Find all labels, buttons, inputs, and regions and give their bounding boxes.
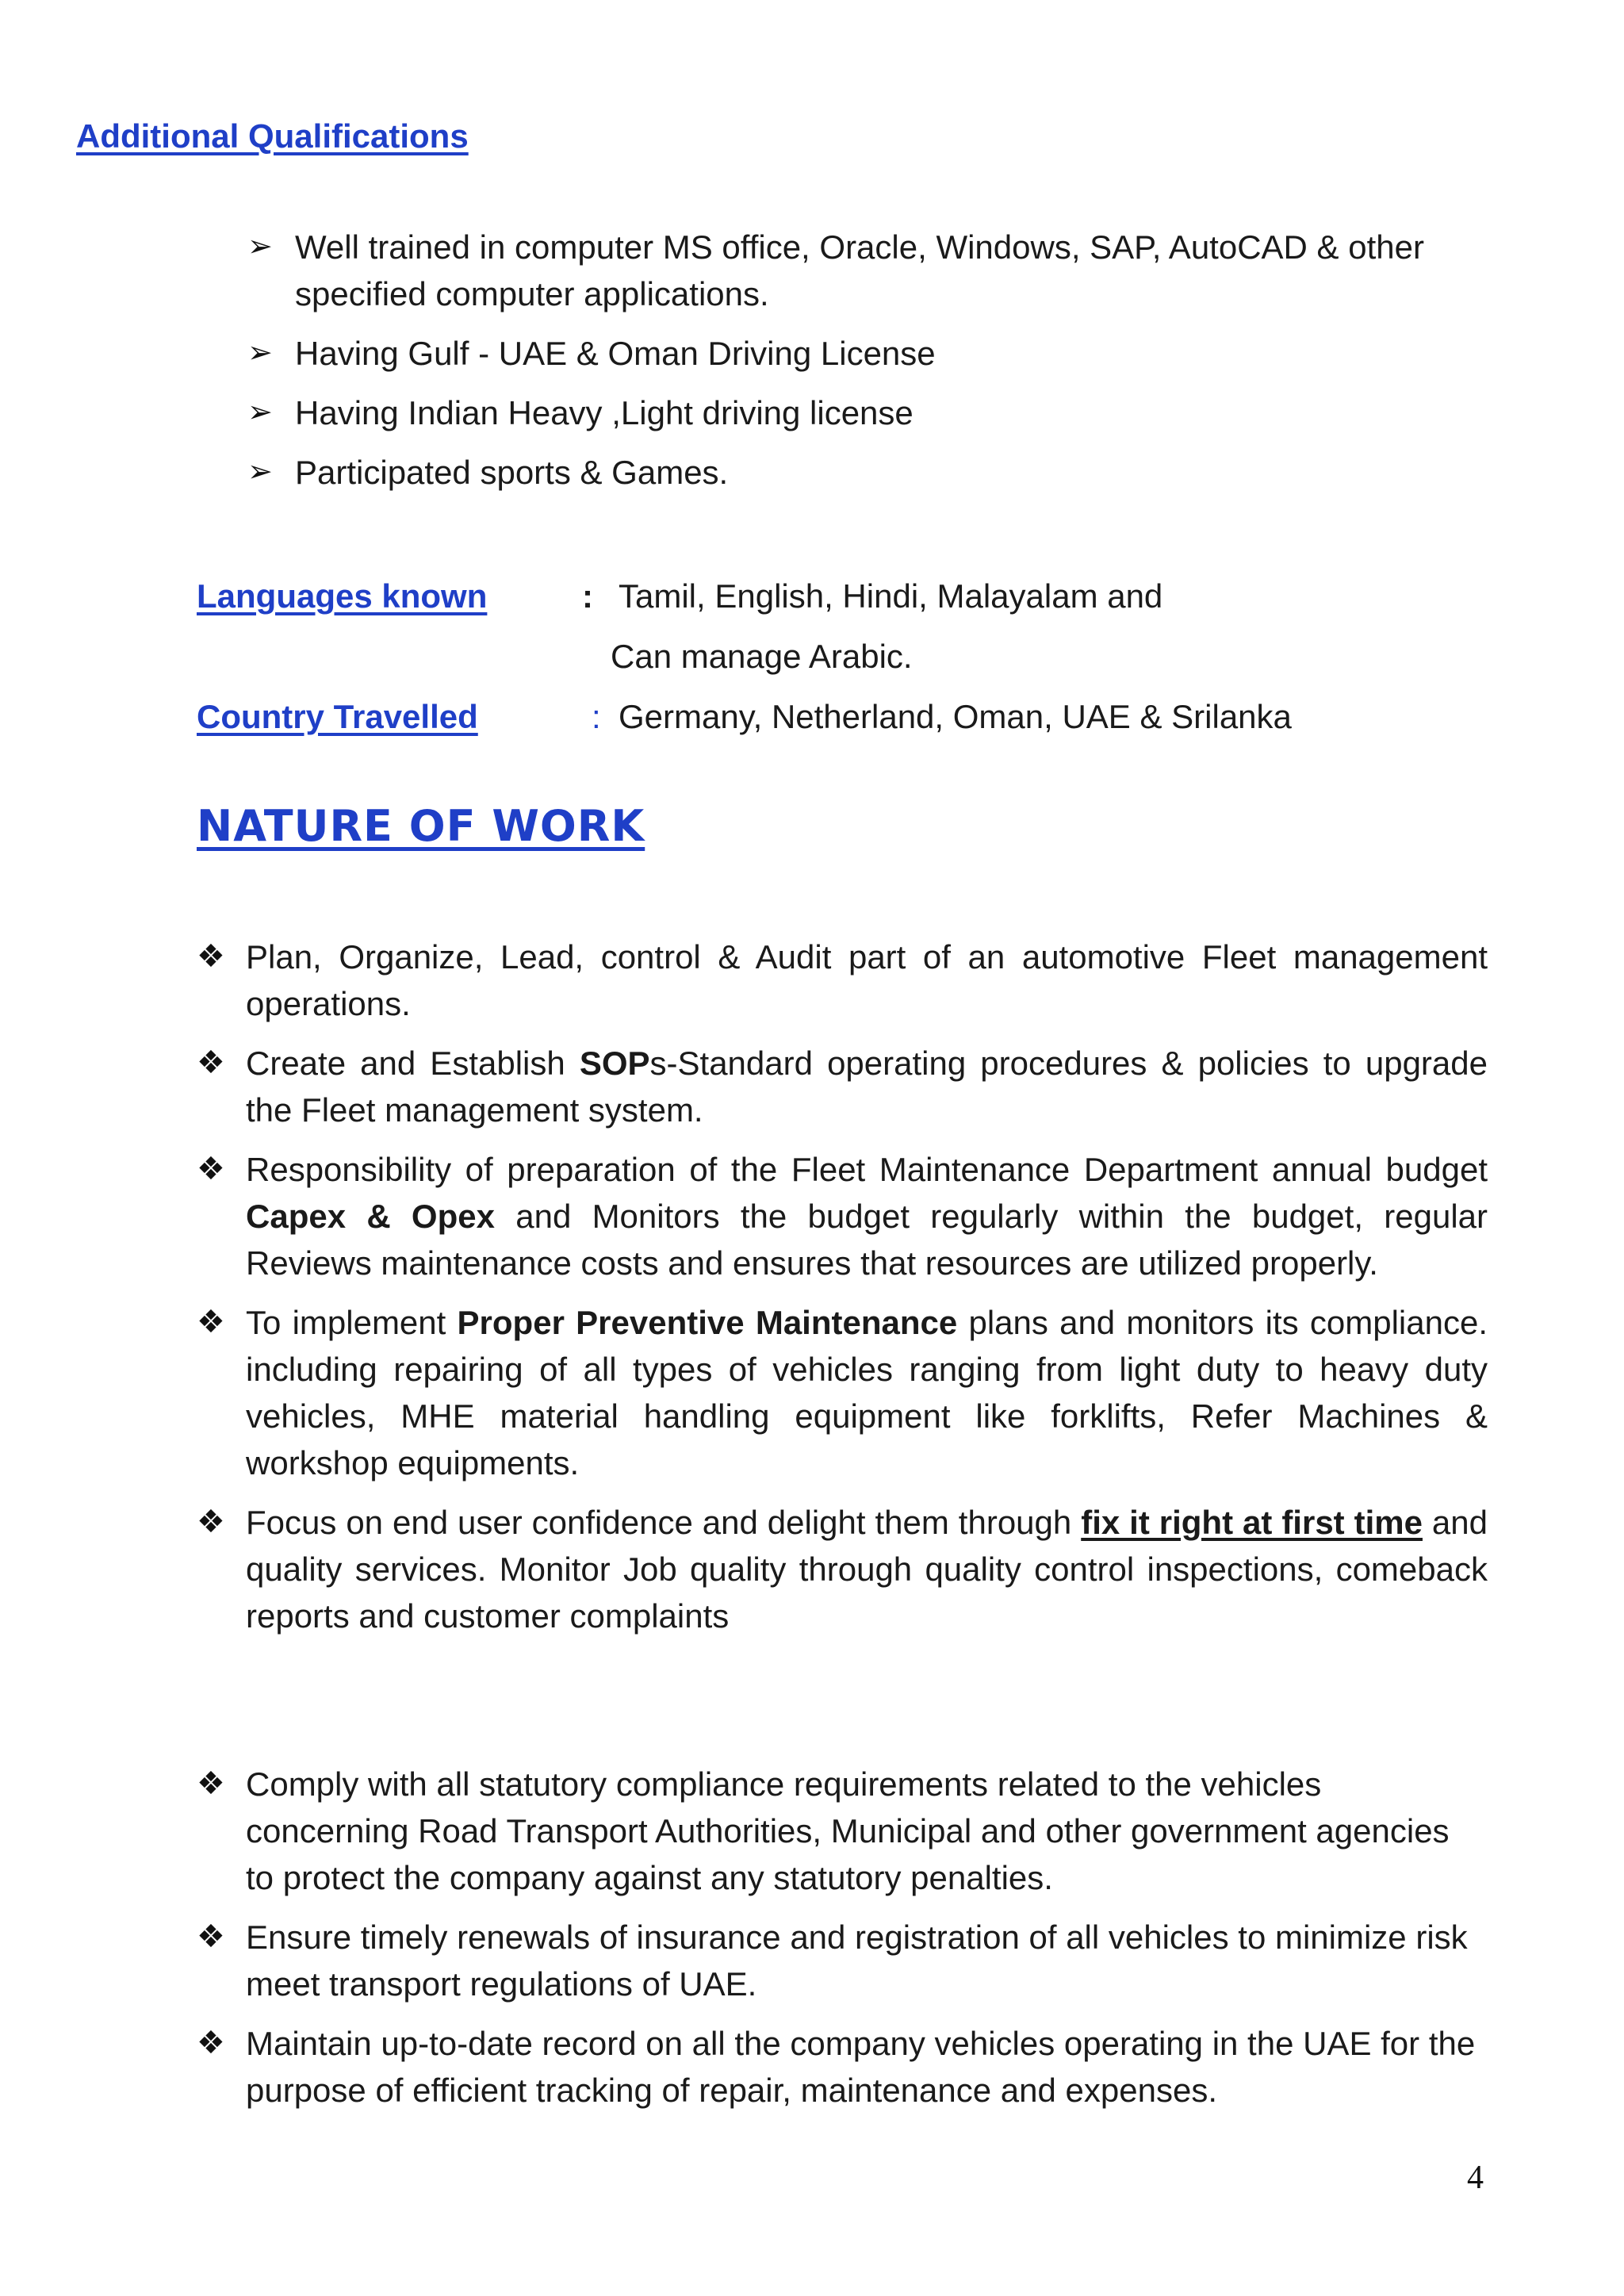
arrow-bullet-icon: ➢	[247, 230, 273, 263]
list-item: ➢ Having Indian Heavy ,Light driving license	[247, 389, 1484, 436]
diamond-bullet-icon: ❖	[197, 1152, 225, 1186]
country-colon: :	[592, 698, 601, 735]
list-item: ❖ Comply with all statutory compliance requirements related to the vehicles concerning Road Transport Authorities, Municipal and other government agencies to protect the company against any statutory penalties.	[197, 1761, 1481, 1901]
list-item: ❖ To implement Proper Preventive Maintenance plans and monitors its compliance. including repairing of all types of vehicles ranging from light duty to heavy duty vehicles, MHE material handling equipment like forklifts, Refer Machines & workshop equipments.	[197, 1299, 1488, 1486]
arrow-bullet-icon: ➢	[247, 396, 273, 429]
list-item: ❖ Focus on end user confidence and delight them through fix it right at first time and quality services. Monitor Job quality through quality control inspections, comeback reports and customer complaints	[197, 1499, 1488, 1639]
nature-of-work-heading: NATURE OF WORK	[197, 801, 645, 851]
nature-of-work-list	[197, 933, 1488, 1652]
arrow-bullet-icon: ➢	[247, 336, 273, 370]
list-item: ➢ Participated sports & Games.	[247, 449, 1484, 496]
diamond-bullet-icon: ❖	[197, 939, 225, 974]
languages-value-line2: Can manage Arabic.	[611, 638, 913, 675]
diamond-bullet-icon: ❖	[197, 1045, 225, 1080]
arrow-bullet-icon: ➢	[247, 455, 273, 489]
page-number: 4	[1467, 2160, 1484, 2196]
diamond-bullet-icon: ❖	[197, 1504, 225, 1539]
additional-qualifications-heading: Additional Qualifications	[76, 117, 469, 155]
list-item: ❖ Maintain up-to-date record on all the company vehicles operating in the UAE for the purpose of efficient tracking of repair, maintenance and expenses.	[197, 2020, 1481, 2114]
list-item: ➢ Well trained in computer MS office, Oracle, Windows, SAP, AutoCAD & other specified computer applications.	[247, 224, 1484, 317]
diamond-bullet-icon: ❖	[197, 1766, 225, 1801]
qualifications-list	[247, 224, 1484, 508]
list-item: ❖ Plan, Organize, Lead, control & Audit part of an automotive Fleet management operations.	[197, 933, 1488, 1027]
country-label: Country Travelled	[197, 698, 478, 735]
list-item: ❖ Responsibility of preparation of the Fleet Maintenance Department annual budget Capex & Opex and Monitors the budget regularly within the budget, regular Reviews maintenance costs and ensures that resources are utilized properly.	[197, 1146, 1488, 1286]
list-item: ❖ Create and Establish SOPs-Standard operating procedures & policies to upgrade the Fleet management system.	[197, 1040, 1488, 1133]
diamond-bullet-icon: ❖	[197, 1919, 225, 1954]
languages-label: Languages known	[197, 577, 488, 615]
country-value: Germany, Netherland, Oman, UAE & Srilanka	[619, 698, 1292, 735]
diamond-bullet-icon: ❖	[197, 2026, 225, 2060]
list-item: ❖ Ensure timely renewals of insurance and registration of all vehicles to minimize risk meet transport regulations of UAE.	[197, 1914, 1481, 2007]
languages-colon: :	[582, 577, 593, 615]
compliance-list	[197, 1761, 1481, 2126]
diamond-bullet-icon: ❖	[197, 1305, 225, 1340]
languages-value-line1: Tamil, English, Hindi, Malayalam and	[619, 577, 1163, 615]
list-item: ➢ Having Gulf - UAE & Oman Driving License	[247, 330, 1484, 377]
